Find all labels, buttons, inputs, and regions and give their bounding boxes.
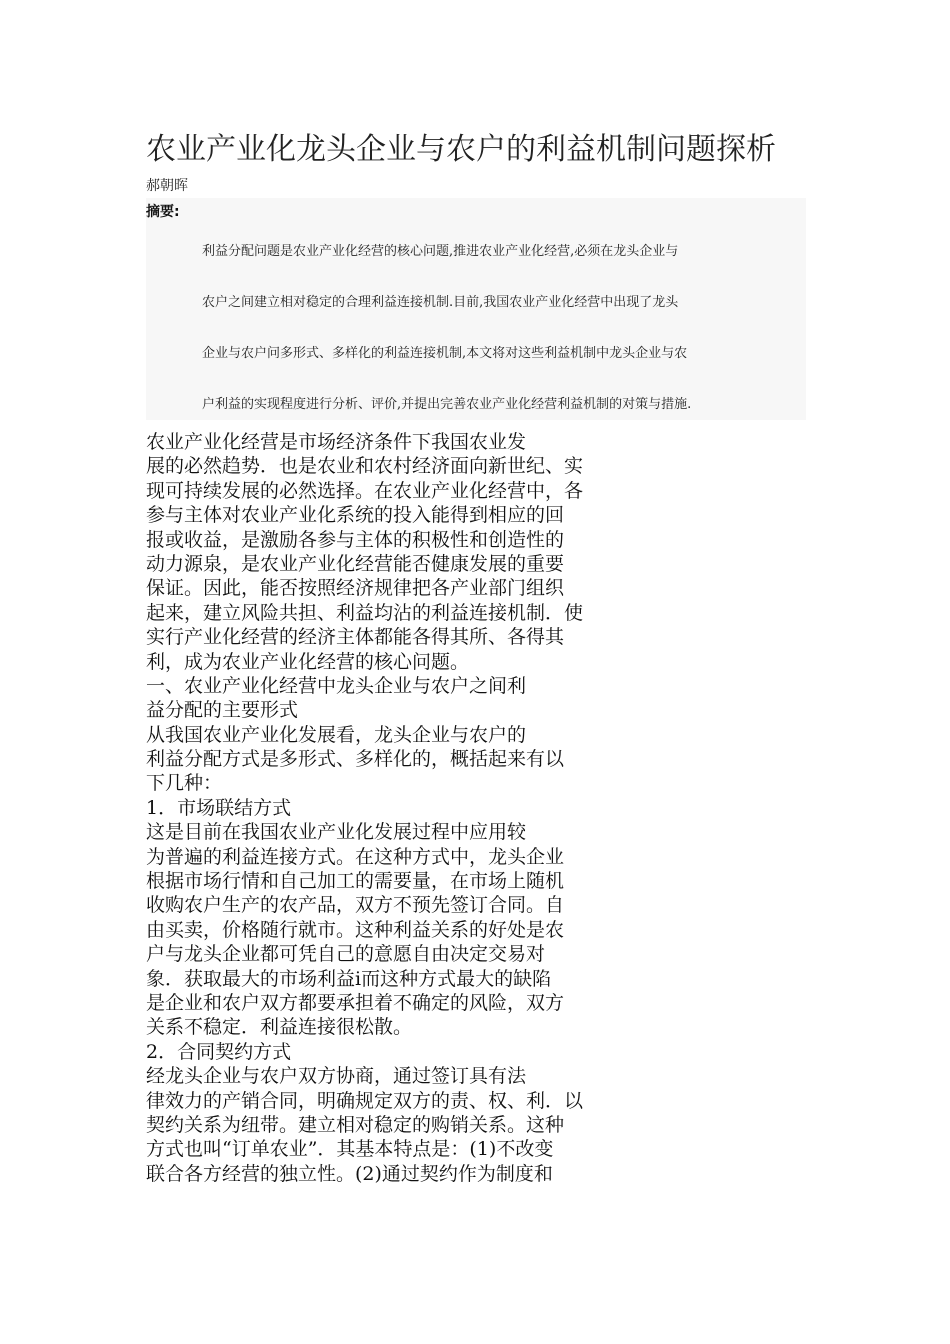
body-line: 联合各方经营的独立性。(2)通过契约作为制度和	[146, 1162, 553, 1185]
body-line: 农业产业化经营是市场经济条件下我国农业发	[146, 431, 527, 453]
abstract-line: 农户之间建立相对稳定的合理利益连接机制.目前,我国农业产业化经营中出现了龙头	[202, 295, 679, 310]
body-line: 这是目前在我国农业产业化发展过程中应用较	[146, 821, 527, 844]
section-heading: 益分配的主要形式	[146, 699, 299, 722]
body-line: 展的必然趋势．也是农业和农村经济面向新世纪、实	[146, 455, 584, 478]
body-line: 是企业和农户双方都要承担着不确定的风险，双方	[146, 991, 565, 1014]
body-line: 关系不稳定．利益连接很松散。	[146, 1016, 413, 1039]
body-line: 利益分配方式是多形式、多样化的，概括起来有以	[146, 748, 565, 771]
author-name: 郝朝晖	[146, 178, 188, 194]
body-line: 实行产业化经营的经济主体都能各得其所、各得其	[146, 626, 565, 649]
document-title: 农业产业化龙头企业与农户的利益机制问题探析	[146, 132, 776, 167]
body-line: 参与主体对农业产业化系统的投入能得到相应的回	[146, 504, 565, 527]
body-line: 保证。因此，能否按照经济规律把各产业部门组织	[146, 577, 565, 600]
body-text	[146, 430, 676, 1186]
subsection-heading: 1．市场联结方式	[146, 796, 292, 819]
section-heading: 一、农业产业化经营中龙头企业与农户之间利	[146, 674, 527, 697]
body-line: 户与龙头企业都可凭自己的意愿自由决定交易对	[146, 943, 546, 966]
body-line: 报或收益，是激励各参与主体的积极性和创造性的	[146, 528, 565, 551]
body-line: 根据市场行情和自己加工的需要量，在市场上随机	[146, 870, 565, 893]
abstract-text	[202, 240, 812, 444]
body-line: 由买卖，价格随行就市。这种利益关系的好处是农	[146, 918, 565, 941]
abstract-line: 利益分配问题是农业产业化经营的核心问题,推进农业产业化经营,必须在龙头企业与	[202, 244, 679, 259]
subsection-heading: 2．合同契约方式	[146, 1040, 292, 1063]
body-line: 收购农户生产的农产品，双方不预先签订合同。自	[146, 894, 565, 917]
abstract-label: 摘要:	[146, 204, 180, 220]
body-line: 律效力的产销合同，明确规定双方的责、权、利．以	[146, 1089, 584, 1112]
body-line: 为普遍的利益连接方式。在这种方式中，龙头企业	[146, 845, 565, 868]
body-line: 象．获取最大的市场利益i而这种方式最大的缺陷	[146, 967, 552, 990]
abstract-line: 企业与农户问多形式、多样化的利益连接机制,本文将对这些利益机制中龙头企业与农	[202, 346, 688, 361]
body-line: 契约关系为纽带。建立相对稳定的购销关系。这种	[146, 1113, 565, 1136]
body-line: 方式也叫“订单农业”．其基本特点是：(1)不改变	[146, 1138, 554, 1161]
body-line: 下几种：	[146, 772, 223, 795]
body-line: 起来，建立风险共担、利益均沾的利益连接机制．使	[146, 601, 584, 624]
body-line: 从我国农业产业化发展看，龙头企业与农户的	[146, 723, 527, 746]
abstract-line: 户利益的实现程度进行分析、评价,并提出完善农业产业化经营利益机制的对策与措施.	[202, 397, 692, 412]
body-line: 动力源泉，是农业产业化经营能否健康发展的重要	[146, 552, 565, 575]
body-line: 经龙头企业与农户双方协商，通过签订具有法	[146, 1065, 527, 1088]
body-line: 现可持续发展的必然选择。在农业产业化经营中，各	[146, 479, 584, 502]
body-line: 利，成为农业产业化经营的核心问题。	[146, 650, 470, 673]
